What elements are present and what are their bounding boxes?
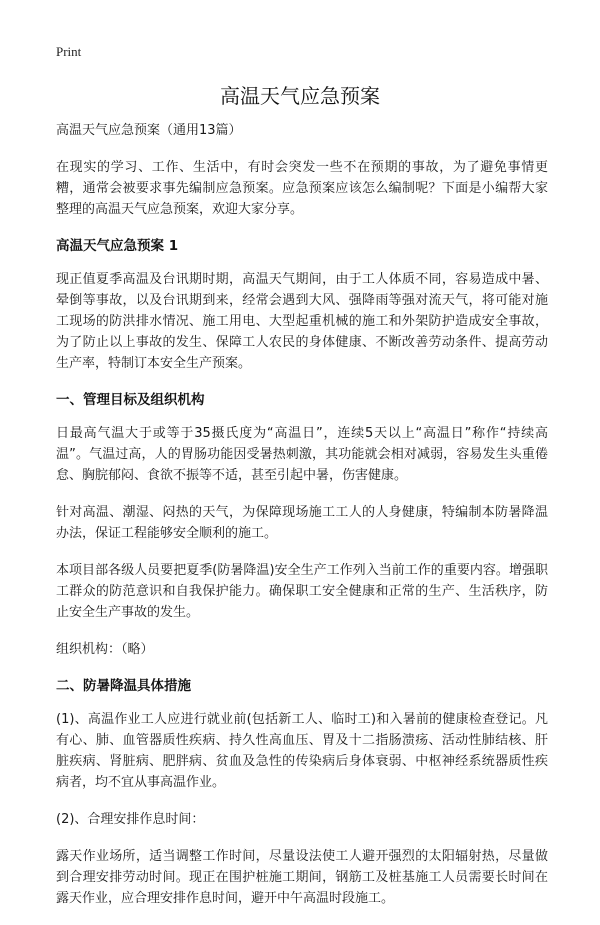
print-link[interactable]: Print xyxy=(56,44,82,59)
measures-paragraph-1: (1)、高温作业工人应进行就业前(包括新工人、临时工)和入暑前的健康检查登记。凡有心、肺、血管器质性疾病、持久性高血压、胃及十二指肠溃疡、活动性肺结核、肝脏疾病、肾脏病、肥胖病、贫血及急性的传染病后身体衰弱、中枢神经系统器质性疾病者，均不宜从事高温作业。 xyxy=(56,712,548,790)
goals-paragraph-2: 针对高温、潮湿、闷热的天气，为保障现场施工工人的人身健康，特编制本防暑降温办法，保证工程能够安全顺利的施工。 xyxy=(56,505,548,541)
document-body xyxy=(56,120,548,925)
document-subtitle: 高温天气应急预案（通用13篇） xyxy=(56,123,242,138)
section-heading-1: 高温天气应急预案 1 xyxy=(56,238,179,254)
heading-management-goals: 一、管理目标及组织机构 xyxy=(56,392,205,408)
organization-line: 组织机构：（略） xyxy=(56,642,154,657)
section1-paragraph: 现正值夏季高温及台讯期时期，高温天气期间，由于工人体质不同，容易造成中暑、晕倒等事故，以及台讯期到来，经常会遇到大风、强降雨等强对流天气，将可能对施工现场的防洪排水情况、施工用电、大型起重机械的施工和外架防护造成安全事故，为了防止以上事故的发生、保障工人农民的身体健康、不断改善劳动条件、提高劳动生产率，特制订本安全生产预案。 xyxy=(56,272,548,371)
measures-item-2: (2)、合理安排作息时间： xyxy=(56,812,205,827)
heading-cooling-measures: 二、防暑降温具体措施 xyxy=(56,678,191,694)
measures-paragraph-2: 露天作业场所，适当调整工作时间，尽量设法使工人避开强烈的太阳辐射热，尽量做到合理安排劳动时间。现正在围护桩施工期间，钢筋工及桩基施工人员需要长时间在露天作业，应合理安排作息时间，避开中午高温时段施工。 xyxy=(56,849,548,906)
goals-paragraph-3: 本项目部各级人员要把夏季(防暑降温)安全生产工作列入当前工作的重要内容。增强职工群众的防范意识和自我保护能力。确保职工安全健康和正常的生产、生活秩序，防止安全生产事故的发生。 xyxy=(56,563,548,620)
intro-paragraph: 在现实的学习、工作、生活中，有时会突发一些不在预期的事故，为了避免事情更糟，通常会被要求事先编制应急预案。应急预案应该怎么编制呢？下面是小编帮大家整理的高温天气应急预案，欢迎大家分享。 xyxy=(56,160,548,217)
goals-paragraph-1: 日最高气温大于或等于35摄氏度为“高温日”，连续5天以上“高温日”称作“持续高温”。气温过高，人的胃肠功能因受暑热刺激，其功能就会相对减弱，容易发生头重倦怠、胸脘郁闷、食欲不振等不适，甚至引起中暑，伤害健康。 xyxy=(56,426,548,483)
page-title: 高温天气应急预案 xyxy=(220,84,380,108)
